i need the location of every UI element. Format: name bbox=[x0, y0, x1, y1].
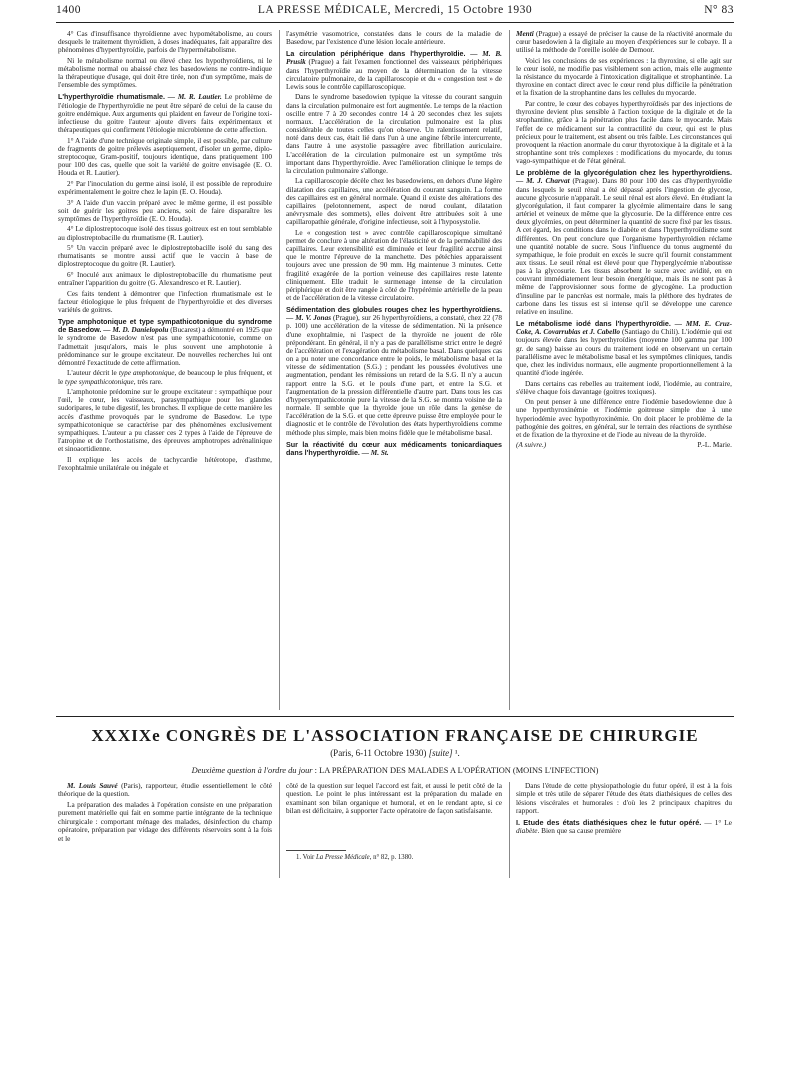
column-divider bbox=[509, 30, 510, 710]
article-title: Sédimentation des globules rouges chez les hyperthyroïdiens. bbox=[286, 306, 502, 315]
article-author: — M. V. Jonas bbox=[286, 314, 332, 323]
congress-column-3 bbox=[516, 782, 732, 882]
list-item: 6° Inoculé aux animaux le diplostreptobacille du rhumatisme peut entraîner l'apparition du goitre (G. Alexandresco et R. Lautier). bbox=[58, 270, 272, 288]
text-run: ¹. bbox=[452, 748, 460, 758]
text-run: : LA PRÉPARATION DES MALADES A L'OPÉRATION (MOINS L'INFECTION) bbox=[312, 766, 599, 775]
paragraph: L'amphotonie prédomine sur le groupe excitateur : sympathique pour l'œil, le cœur, les vaisseaux, parasympathique pour les glandes sudoripares, le tube digestif, les bronches. Il explique de cette manière les accès d'asthme provoqués par le syndrome de Basedow. Le type sympathicotonique se caractérise par des phénomènes exclusivement sympathiques. L'auteur a pu classer ces 2 types à l'aide de l'épreuve de l'atropine et de l'orthostatisme, des épreuves amphotropes adrénalinique et sinoaortidienne. bbox=[58, 388, 272, 454]
article-block bbox=[516, 819, 732, 836]
text-run: — 1° Le bbox=[701, 817, 732, 827]
paragraph bbox=[58, 369, 272, 385]
list-item: 1° A l'aide d'une technique originale simple, il est possible, par culture de fragments de goitre prélevés aseptiquement, d'isoler un germe, diplo-streptocoque, Gram-positif, toujours identique, dans pratiquement 100 pour 100 des cas, quelle que soit la variété de goitre envisagée (E. O. Houda et R. Lautier). bbox=[58, 136, 272, 178]
paragraph: Par contre, le cœur des cobayes hyperthyroïdisés par des injections de thyroxine devient plus sensible à l'action toxique de la digitale et de la strophantine, grâce à la pénétration plus facile dans le myocarde. Mais l'effet de ce médicament sur la contractilité du cœur, qui est le plus précieux pour le traitement, est absent ou très faible. Les circonstances qui provoquent la réaction anormale du cœur thyrotoxique à la digitale et à la strophantine sont très complexes : modifications du myocarde, du tonus vago-sympathique et de l'état général. bbox=[516, 100, 732, 166]
text-run: (Paris, 6-11 Octobre 1930) bbox=[330, 748, 429, 758]
closing-line bbox=[516, 441, 732, 449]
column-1 bbox=[58, 30, 272, 710]
paragraph: On peut penser à une différence entre l'iodémie basedowienne due à une hyperthyroxinémie et l'iodémie goitreuse simple due à une hyperiodémie avec hypothyroxinémie. On doit placer le problème de la pathogénie des goitres, en général, sur le terrain des réactions de synthèse et de fixation de la thyroxine et de l'iode au niveau de la thyroïde. bbox=[516, 398, 732, 439]
article-author: — M. B. Prusik bbox=[286, 50, 502, 67]
text-run: diabète bbox=[516, 826, 538, 836]
article-author: — M. R. Lautier. bbox=[167, 93, 222, 102]
paragraph: La capillaroscopie décèle chez les basedowiens, en dehors d'une légère dilatation des capillaires, une accélération du courant sanguin. La forme des capillaires est en général normale. Quand il existe des altérations des capillaires (pelotonnement, aspect de nœud coulant, dilatation anévrysmale des sommets), elles doivent être attribuées soit à une capillaropathie générale, d'origine infectieuse, soit à l'hyposystolie. bbox=[286, 177, 502, 227]
article-block bbox=[286, 306, 502, 437]
text-run: type amphotonique bbox=[118, 369, 175, 378]
article-author: — M. St. bbox=[361, 448, 389, 457]
text-run: , n° 82, p. 1380. bbox=[369, 854, 414, 861]
text-run: L'auteur décrit le bbox=[67, 369, 119, 378]
column-divider bbox=[509, 782, 510, 878]
footnote-rule bbox=[286, 850, 346, 851]
paragraph bbox=[516, 30, 732, 54]
text-run: , très rare. bbox=[133, 377, 163, 386]
paragraph: Ces faits tendent à démontrer que l'infection rhumatismale est le facteur étiologique le plus fréquent de l'hyperthyroïdie et des diverses variétés de goitres. bbox=[58, 289, 272, 314]
column-3 bbox=[516, 30, 732, 710]
text-run: (Paris), rapporteur, étudie essentiellement le côté théorique de la question. bbox=[58, 782, 272, 799]
article-block bbox=[58, 318, 272, 367]
article-title: I. Etude des états diathésiques chez le futur opéré. bbox=[516, 817, 702, 827]
paragraph: Voici les conclusions de ses expériences : la thyroxine, si elle agit sur le cœur isolé, ne modifie pas visiblement son action, mais elle augmente la résistance du myocarde à l'intoxication digitalique et strophantinée. La thyroxine en contact direct avec le cœur rend plus difficile la pénétration et la fixation de la strophantine dans les cellules du myocarde. bbox=[516, 56, 732, 98]
congress-column-2 bbox=[286, 782, 502, 842]
paragraph: La préparation des malades à l'opération consiste en une préparation purement matérielle qui fait en somme partie intégrante de la technique chirurgicale : comportant ménage des malades, désinfection du champ opératoire, préparation par vidage des différents réservoirs sont à la fois et le bbox=[58, 799, 272, 843]
paragraph: Dans certains cas rebelles au traitement iodé, l'iodémie, au contraire, s'élève chaque fois davantage (goitres toxiques). bbox=[516, 379, 732, 396]
journal-title: LA PRESSE MÉDICALE, Mercredi, 15 Octobre 1930 bbox=[257, 4, 533, 16]
article-text: (Prague), sur 26 hyperthyroïdiens, a constaté, chez 22 (78 p. 100) une accélération de la vitesse de sédimentation. Ni la présence d'une exophtalmie, ni l'aspect de la thyroïde ne jouent de rôle prépondérant. En général, il n'y a pas de parallélisme strict entre le degré de l'accélération et l'exagération du métabolisme basal. Dans quelques cas on a pu noter une concordance entre le poids, le métabolisme basal et la vitesse de sédimentation (S.G.) ; pendant les poussées évolutives une augmentation, pendant les rémissions un retard de la S.G. Il n'y a aucun rapport entre la S.G. et le pouls d'une part, et entre la S.G. et l'augmentation de la pression différentielle d'autre part. Dans tous les cas d'hypersympathicotonie pure la vitesse de la S.G. se montra voisine de la normale. Il semble que la thyroïde joue un rôle dans la genèse de l'accélération de la S.G. et que cette épreuve puisse être employée pour le diagnostic et le contrôle de l'évolution des états hyperthyroïdiens comme méthode plus simple, mais bien moins fidèle que le métabolisme basal. bbox=[286, 314, 502, 437]
column-2 bbox=[286, 30, 502, 710]
footnote bbox=[296, 854, 413, 861]
article-text: (Prague). Dans 80 pour 100 des cas d'hyperthyroïdie dans lesquels le seuil rénal a été dépassé après l'ingestion de glycose, aucune glycosurie n'apparaît. Le seuil rénal est alors élevé. En étudiant la glycorégulation, il faut comparer la glycémie alimentaire dans le sang artériel et veineux de même que la glycosurie. De la différence entre ces deux glycémies, on peut déterminer la quantité de sucre fixé par les tissus. A cet égard, les conditions dans le diabète et dans l'hyperthyroïdisme sont différentes. On peut conclure que l'organisme hyperthyroïdien réclame une quantité notable de sucre. Sous l'influence du tonus augmenté du sympathique, le foie produit en excès le sucre qu'il fournit constamment aux tissus. Le seuil rénal est élevé pour que l'hyperglycémie n'aboutisse pas à la glycosurie. Les tissus absorbent le sucre avec avidité, en en couvrant immédiatement leur besoin énergétique, mais ils ne sont pas à même de l'approvisionner sous forme de glycogène. La production d'insuline par le pancréas est normale, mais la pléthore des hydrates de carbone dans les tissus est si intense qu'il se développe une carence relative en insuline. bbox=[516, 177, 732, 316]
article-author: — M. D. Danielopolu bbox=[103, 326, 169, 335]
list-item: 4° Le diplostreptocoque isolé des tissus goitreux est en tout semblable au diplostreptobacille du rhumatisme (R. Lautier). bbox=[58, 225, 272, 242]
article-title: Type amphotonique et type sympathicotonique du syndrome de Basedow. bbox=[58, 318, 272, 335]
text-run: type sympathicotonique bbox=[65, 377, 134, 386]
article-author: Menti bbox=[516, 30, 534, 38]
paragraph: Dans le syndrome basedowien typique la vitesse du courant sanguin dans la circulation pulmonaire est fort augmentée. Le temps de la réaction oscille entre 7 à 20 secondes contre 14 à 20 secondes chez les sujets normaux. L'accélération de la circulation pulmonaire est la plus considérable de toutes celles qu'on observe. Un ralentissement relatif, noté dans deux cas, était lié dans l'un à une angine fébrile intercurrente, dans l'autre à une asystolie passagère avec fibrillation auriculaire. L'accélération de la circulation pulmonaire est un symptôme très important dans l'hyperthyroïdie. Avec l'amélioration clinique le temps de la circulation pulmonaire s'allonge. bbox=[286, 93, 502, 175]
text-run: 1. Voir bbox=[296, 854, 316, 861]
signature: P.-L. Marie. bbox=[697, 441, 732, 450]
paragraph: Ni le métabolisme normal ou élevé chez les hypothyroïdiens, ni le métabolisme normal ou abaissé chez les basedowiens ne contre-indique la thérapeutique d'usage, qui doit être tirée, non d'un symptôme, mais de l'ensemble des symptômes. bbox=[58, 56, 272, 90]
paragraph: Il explique les accès de tachycardie hétérotope, d'asthme, l'exophtalmie unilatérale ou inégale et bbox=[58, 455, 272, 472]
article-block bbox=[286, 441, 502, 457]
text-run: [suite] bbox=[428, 748, 453, 758]
article-author: M. Louis Sauvé bbox=[67, 782, 118, 790]
question-heading bbox=[56, 766, 734, 775]
article-block bbox=[286, 50, 502, 91]
list-item: 2° Par l'inoculation du germe ainsi isolé, il est possible de reproduire expérimentalement le goitre chez le lapin (E. O. Houda). bbox=[58, 179, 272, 196]
paragraph bbox=[58, 782, 272, 799]
article-title: Le problème de la glycorégulation chez les hyperthyroïdiens. bbox=[516, 169, 732, 178]
column-divider bbox=[279, 782, 280, 878]
article-title: La circulation périphérique dans l'hyperthyroïdie. bbox=[286, 50, 466, 59]
header-rule bbox=[56, 22, 734, 23]
article-block bbox=[516, 169, 732, 316]
text-run: Deuxième question à l'ordre du jour bbox=[191, 766, 313, 775]
congress-title: XXXIXe CONGRÈS DE L'ASSOCIATION FRANÇAISE DE CHIRURGIE bbox=[91, 726, 699, 745]
list-item: 5° Un vaccin préparé avec le diplostreptobacille isolé du sang des rhumatisants se montre aussi actif que le vaccin à base de diplostreptocoque du goitre (R. Lautier). bbox=[58, 244, 272, 269]
congress-column-1 bbox=[58, 782, 272, 862]
article-title: Sur la réactivité du cœur aux médicaments tonicardiaques dans l'hyperthyroïdie. bbox=[286, 440, 502, 457]
article-block bbox=[58, 93, 272, 134]
list-item: 3° A l'aide d'un vaccin préparé avec le même germe, il est possible soit de guérir les goitres peu anciens, soit de faire disparaître les symptômes de l'hyperthyroïdie (E. O. Houda). bbox=[58, 198, 272, 223]
article-block bbox=[516, 320, 732, 377]
paragraph: Le « congestion test » avec contrôle capillaroscopique simultané permet de conclure à une altération de l'élasticité et de la perméabilité des capillaires. Leur extensibilité est diminuée et leur fragilité accrue ainsi que le montre l'épreuve de la manchette. Des pétéchies apparaissent toujours avec une pression de 90 mm. Hg maintenue 3 minutes. Cette fragilité exagérée de la portion veineuse des capillaires reste latente cliniquement. Elle traduit le surmenage intense de la circulation périphérique et doit être rangée à côté de l'hypérémie artérielle de la peau et de l'accélération de la vitesse circulatoire. bbox=[286, 228, 502, 303]
text-run: La Presse Médicale bbox=[315, 854, 370, 861]
paragraph: 4° Cas d'insuffisance thyroïdienne avec hypométabolisme, au cours desquels le traitement thyroïdien, à doses inadéquates, fait apparaître des phénomènes d'hyperthyroïdie, parfois de l'hypermétabolisme. bbox=[58, 30, 272, 55]
text-run: . Bien que sa cause première bbox=[537, 826, 621, 836]
text-run: , de beaucoup le plus fréquent, et le bbox=[58, 369, 272, 386]
paragraph: l'asymétrie vasomotrice, constatées dans le cours de la maladie de Basedow, par l'existence d'une lésion locale antérieure. bbox=[286, 30, 502, 47]
article-author: — MM. E. Cruz-Coke, A. Covarrubias et J. Cabello bbox=[516, 320, 732, 337]
section-rule bbox=[56, 716, 734, 717]
congress-subtitle bbox=[56, 748, 734, 758]
to-be-continued: (A suivre.) bbox=[516, 441, 547, 450]
article-title: L'hyperthyroïdie rhumatismale. bbox=[58, 93, 166, 102]
paragraph: côté de la question sur lequel l'accord est fait, et aussi le petit côté de la question. Le point le plus intéressant est la préparation du malade en examinant son bilan organique et humoral, et en le rendant apte, si ce bilan est déficitaire, à supporter l'acte opératoire de façon satisfaisante. bbox=[286, 782, 502, 816]
article-title: Le métabolisme iodé dans l'hyperthyroïdie. bbox=[516, 320, 671, 329]
article-text: Le problème de l'étiologie de l'hyperthyroïdie ne peut être séparé de celui de la cause du goitre endémique. Aux arguments qui plaident en faveur de l'origine toxi-infectieuse du goitre l'auteur ajoute divers faits expérimentaux et thérapeutiques qui confirment l'étiologie microbienne de cette affection. bbox=[58, 93, 272, 135]
running-header bbox=[56, 4, 734, 22]
article-text: (Santiago du Chili). L'iodémie qui est toujours élevée dans les hyperthyroïdies (moyenne 100 gamma par 100 gr. de sang) baisse au cours du traitement iodé en observant un certain parallélisme avec le métabolisme basal et les symptômes cliniques, tandis que, chez les individus normaux, elle augmente proportionnellement à la quantité d'iode ingérée. bbox=[516, 328, 732, 378]
column-divider bbox=[279, 30, 280, 710]
article-text: (Bucarest) a démontré en 1925 que le syndrome de Basedow n'est pas une sympathicotonie, comme on l'admettait jusqu'alors, mais le plus souvent une amphotonie à prédominance sur le groupe excitateur. De nouvelles recherches lui ont démontré l'exactitude de cette affirmation. bbox=[58, 326, 272, 367]
paragraph: Dans l'étude de cette physiopathologie du futur opéré, il est à la fois simple et très utile de séparer l'étude des états diathésiques de celles des lésions viscérales et humorales : d'où les 2 principaux chapitres du rapport. bbox=[516, 782, 732, 816]
text-run: (Prague) a essayé de préciser la cause de la réactivité anormale du cœur basedowien à la digitale au moyen d'expériences sur le cobaye. Il a utilisé la méthode de l'oreille isolée de Demoor. bbox=[516, 30, 732, 55]
issue-number: N° 83 bbox=[704, 4, 734, 16]
article-author: — M. J. Charvat bbox=[516, 177, 570, 186]
page-number: 1400 bbox=[56, 4, 81, 16]
article-text: (Prague) a fait l'examen fonctionnel des vaisseaux périphériques dans l'hyperthyroïdie au moyen de la détermination de la vitesse circulatoire pulmonaire, de la capillaroscopie et du « congestion test » de Lewis sous le contrôle capillaroscopique. bbox=[286, 58, 502, 91]
